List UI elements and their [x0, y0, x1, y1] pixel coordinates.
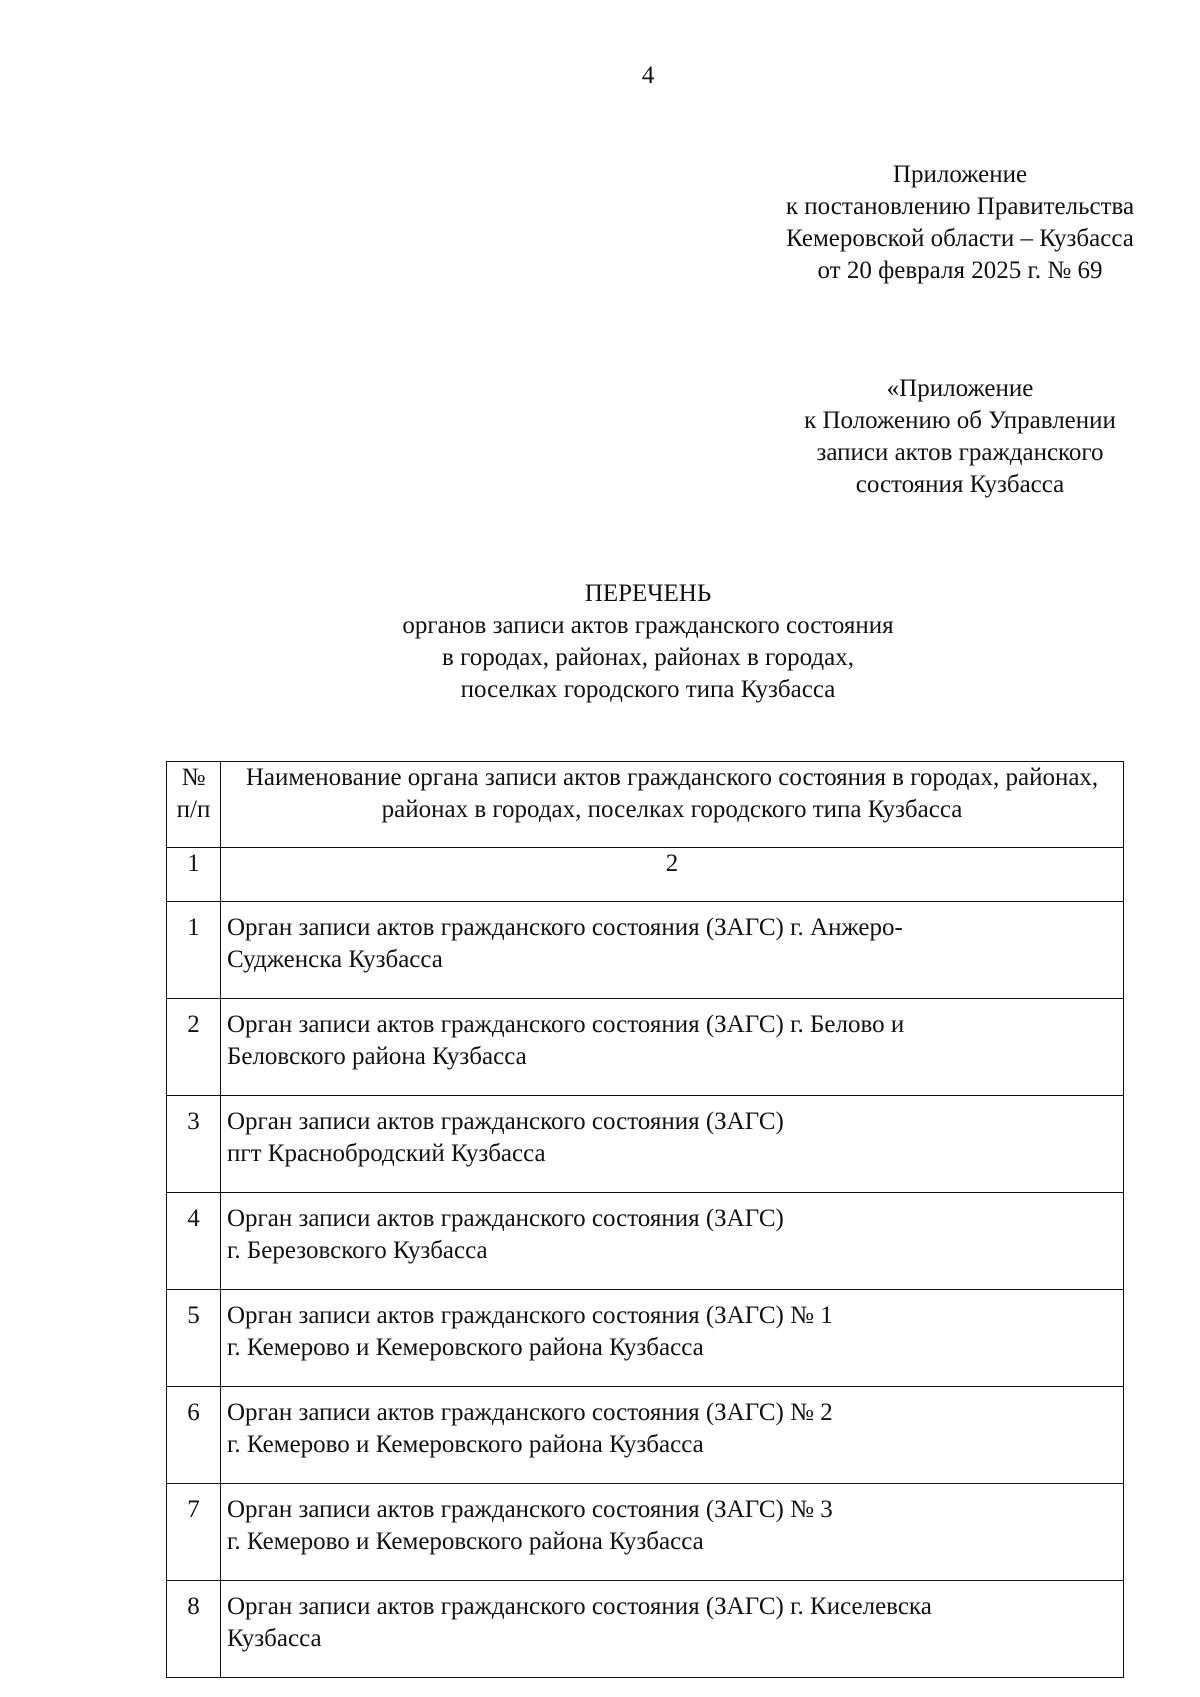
row-name-line2: Судженска Кузбасса — [227, 946, 443, 973]
row-name — [221, 999, 1124, 1096]
row-name-line1: Орган записи актов гражданского состояния (ЗАГС) г. Анжеро- — [227, 914, 903, 941]
header-num-cell — [167, 762, 221, 848]
list-title-line: органов записи актов гражданского состояния — [402, 612, 894, 639]
row-name-line1: Орган записи актов гражданского состояния (ЗАГС) № 1 — [227, 1302, 833, 1329]
row-name-line2: г. Кемерово и Кемеровского района Кузбасса — [227, 1528, 704, 1555]
appendix-main-line: от 20 февраля 2025 г. № 69 — [817, 257, 1103, 284]
row-name-line2: Кузбасса — [227, 1625, 322, 1652]
list-title — [0, 578, 1200, 706]
header-num-line2: п/п — [176, 796, 211, 823]
row-number: 1 — [167, 902, 221, 999]
row-number: 3 — [167, 1096, 221, 1193]
table-row — [167, 1290, 1124, 1387]
table-row — [167, 1096, 1124, 1193]
table-index-row — [167, 848, 1124, 902]
appendix-quoted-line: записи актов гражданского — [816, 439, 1104, 466]
list-title-heading: ПЕРЕЧЕНЬ — [584, 580, 712, 607]
row-name — [221, 1290, 1124, 1387]
row-name-line2: г. Березовского Кузбасса — [227, 1237, 488, 1264]
registry-table — [166, 761, 1124, 1678]
table-row — [167, 1193, 1124, 1290]
row-name-line2: Беловского района Кузбасса — [227, 1043, 527, 1070]
row-name — [221, 1096, 1124, 1193]
appendix-quoted-line: состояния Кузбасса — [855, 471, 1065, 498]
row-number: 7 — [167, 1484, 221, 1581]
row-name-line1: Орган записи актов гражданского состояния (ЗАГС) г. Киселевска — [227, 1593, 932, 1620]
row-number: 2 — [167, 999, 221, 1096]
appendix-main-line: Приложение — [892, 161, 1028, 188]
row-name — [221, 1193, 1124, 1290]
row-name-line1: Орган записи актов гражданского состояния (ЗАГС) — [227, 1108, 784, 1135]
row-name-line2: г. Кемерово и Кемеровского района Кузбасса — [227, 1431, 704, 1458]
row-number: 6 — [167, 1387, 221, 1484]
table-row — [167, 1484, 1124, 1581]
header-name-cell: Наименование органа записи актов гражданского состояния в городах, районах, районах в городах, поселках городского типа Кузбасса — [221, 762, 1124, 848]
appendix-quoted-line: «Приложение — [886, 375, 1034, 402]
row-name-line2: пгт Краснобродский Кузбасса — [227, 1140, 546, 1167]
table-row — [167, 999, 1124, 1096]
table-header-row — [167, 762, 1124, 848]
row-name-line2: г. Кемерово и Кемеровского района Кузбасса — [227, 1334, 704, 1361]
row-name-line1: Орган записи актов гражданского состояния (ЗАГС) № 3 — [227, 1496, 833, 1523]
header-num-line1: № — [181, 764, 206, 791]
appendix-main-header — [690, 159, 1200, 287]
row-name — [221, 1484, 1124, 1581]
row-name-line1: Орган записи актов гражданского состояния (ЗАГС) — [227, 1205, 784, 1232]
table-row — [167, 1581, 1124, 1678]
row-number: 8 — [167, 1581, 221, 1678]
index-col1: 1 — [167, 848, 221, 902]
appendix-quoted-header — [690, 373, 1200, 501]
index-col2: 2 — [221, 848, 1124, 902]
row-number: 4 — [167, 1193, 221, 1290]
row-name — [221, 1387, 1124, 1484]
row-number: 5 — [167, 1290, 221, 1387]
table-row — [167, 902, 1124, 999]
appendix-main-line: Кемеровской области – Кузбасса — [786, 225, 1134, 252]
appendix-quoted-line: к Положению об Управлении — [804, 407, 1116, 434]
row-name-line1: Орган записи актов гражданского состояния (ЗАГС) № 2 — [227, 1399, 833, 1426]
row-name-line1: Орган записи актов гражданского состояния (ЗАГС) г. Белово и — [227, 1011, 905, 1038]
list-title-line: в городах, районах, районах в городах, — [442, 644, 854, 671]
row-name — [221, 1581, 1124, 1678]
appendix-main-line: к постановлению Правительства — [785, 193, 1135, 220]
page-number: 4 — [641, 62, 655, 89]
table-row — [167, 1387, 1124, 1484]
list-title-line: поселках городского типа Кузбасса — [460, 676, 836, 703]
row-name — [221, 902, 1124, 999]
